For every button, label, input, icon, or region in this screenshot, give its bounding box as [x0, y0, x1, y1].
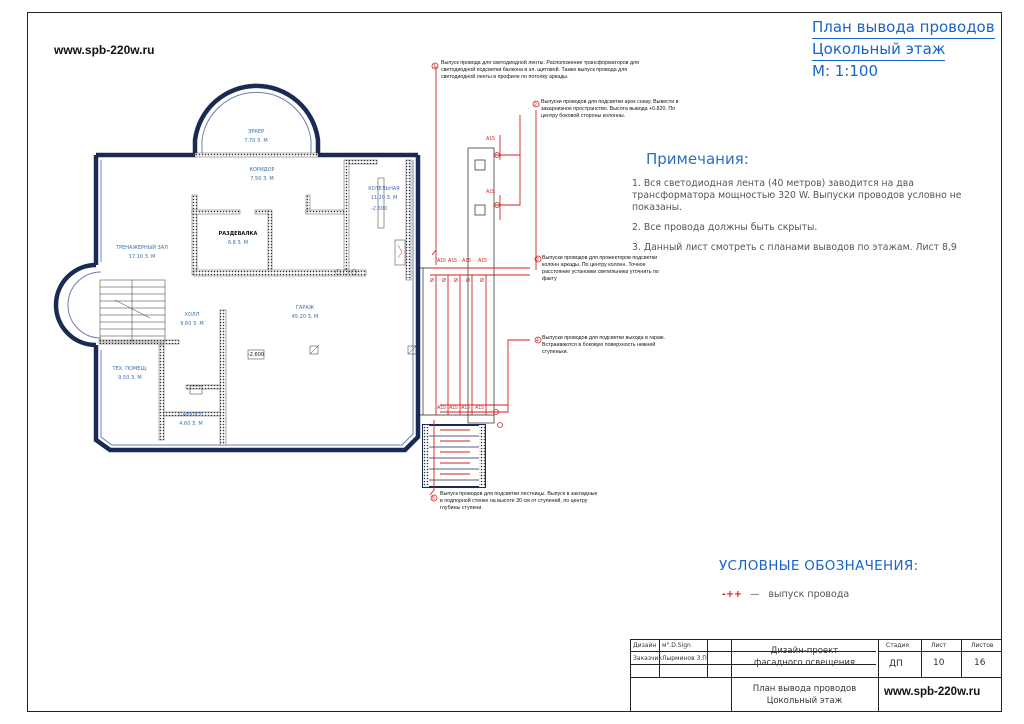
title-stamp [630, 639, 1002, 712]
legend-title: УСЛОВНЫЕ ОБОЗНАЧЕНИЯ: [719, 558, 919, 574]
svg-text:А15: А15 [462, 258, 471, 264]
svg-text:А15: А15 [437, 258, 446, 264]
stamp-sheet-title1: План вывода проводов [752, 684, 857, 694]
svg-text:3: 3 [536, 257, 539, 263]
room-area: 9.50 З. М [118, 375, 142, 381]
site-url: www.spb-220w.ru [54, 43, 155, 57]
stamp-col-sheets: Листов [971, 642, 994, 649]
outer-walls [96, 155, 418, 450]
stamp-role-design: Дизайн [633, 642, 657, 649]
sheet-title: План вывода проводов [812, 17, 995, 39]
staircase [100, 280, 165, 342]
wire-outlet-symbol-icon: -++ [722, 589, 742, 600]
stamp-col-sheet: Лист [931, 642, 947, 649]
note-item: 2. Все провода должны быть скрыты. [632, 222, 818, 233]
stamp-designer: м".D.Sign [662, 642, 691, 649]
room-area: 7.50 З. М [250, 176, 274, 182]
room-name: КОРИДОР [249, 167, 275, 173]
room-labels [111, 129, 399, 427]
legend-label: выпуск провода [768, 589, 850, 600]
annotation-4: Выпуски проводов для подсветки выхода в гараж. Встраиваются в боковую поверхность нижней ступеньки. [542, 335, 666, 355]
sheet-scale: М: 1:100 [812, 62, 878, 80]
bay-window-arch [195, 86, 318, 155]
room-name: ХОЛЛ [184, 312, 200, 318]
stamp-stage: ДП [889, 659, 903, 669]
stamp-url: www.spb-220w.ru [884, 686, 981, 698]
stamp-sheet-title2: Цокольный этаж [766, 696, 843, 706]
note-item: 1. Вся светодиодная лента (40 метров) заводится на два трансформатора мощностью 320 W. Выпуски проводов условно не показаны. [632, 178, 962, 213]
annotation-1: Выпуск провода для светодиодной ленты. Расположение трансформаторов для светодиодной подсветки балкона в эл. щитовой. Также выпуск провода для светодиодной ленты в профиле по потолку аркады. [441, 60, 640, 80]
svg-text:Ø: Ø [430, 278, 434, 284]
svg-text:Ø: Ø [442, 278, 446, 284]
svg-text:Ø: Ø [466, 278, 470, 284]
arcade-structure [418, 148, 494, 423]
stamp-role-client: Заказчик [633, 655, 663, 662]
svg-text:5: 5 [432, 496, 435, 502]
room-name: РАЗДЕВАЛКА [218, 231, 258, 237]
svg-text:2: 2 [534, 102, 537, 108]
svg-text:А15: А15 [437, 405, 446, 411]
svg-text:А15: А15 [478, 258, 487, 264]
room-area: 17.10 З. М [128, 254, 156, 260]
room-name: ГАРАЖ [295, 305, 315, 311]
sheet-subtitle: Цокольный этаж [812, 39, 945, 61]
interior-walls [99, 153, 411, 445]
room-name: ЭРКЕР [247, 129, 265, 135]
svg-text:А15: А15 [461, 405, 470, 411]
svg-text:Ø: Ø [480, 278, 484, 284]
annotations [440, 60, 681, 517]
svg-text:Ø: Ø [454, 278, 458, 284]
stair-arch [56, 265, 96, 345]
notes-heading: Примечания: [646, 150, 749, 168]
note-item: 3. Данный лист смотреть с планами выводов по этажам. Лист 8,9 [632, 242, 957, 253]
svg-text:А15: А15 [449, 405, 458, 411]
stamp-project-line1: Дизайн-проект [770, 646, 839, 656]
svg-text:-2.600: -2.600 [247, 352, 265, 358]
room-area: 6.8 З. М [227, 240, 249, 246]
room-area: 45.20 З. М [291, 314, 319, 320]
svg-text:А15: А15 [475, 405, 484, 411]
front-steps [423, 425, 485, 487]
annotation-3: Выпуски проводов для прожекторов подсветки колонн аркады. По центру колонн. Точное расстояние установки светильника уточнить по факту [542, 255, 659, 282]
svg-text:А15: А15 [448, 258, 457, 264]
room-name: ТЕХ. ПОМЕЩ. [112, 366, 148, 372]
annotation-2: Выпуски проводов для подсветки арок снизу. Вывести в закарнизное пространство. Высота вывода +0.820. По центру боковой стороны колонны. [541, 99, 679, 119]
svg-text:4: 4 [536, 338, 539, 344]
room-area: 11.20 З. М [370, 195, 398, 201]
stamp-col-stage: Стадия [886, 642, 910, 649]
room-area: 9.60 З. М [180, 321, 204, 327]
room-name: КОТЕЛЬНАЯ [368, 186, 400, 192]
legend-dash: — [749, 589, 760, 600]
svg-text:1: 1 [433, 64, 436, 70]
room-name: ТРЕНАЖЕРНЫЙ ЗАЛ [116, 245, 168, 251]
room-name: САНУЗЕЛ [179, 412, 203, 418]
annotation-5: Выпуск проводов для подсветки лестницы. Выпуск в закладные в подпорной стенке на высоте 30 см от ступеней, по центру глубины ступени. [440, 491, 598, 511]
svg-text:А15: А15 [486, 189, 495, 195]
svg-text:-2.600: -2.600 [370, 206, 388, 212]
stamp-client: Лырминов З.П. [662, 655, 709, 662]
room-area: 7.70 З. М [244, 138, 268, 144]
svg-text:А15: А15 [486, 136, 495, 142]
stamp-sheets: 16 [974, 658, 986, 668]
room-area: 4.60 З. М [179, 421, 203, 427]
stamp-project-line2: фасадного освещения [754, 658, 855, 668]
stamp-sheet: 10 [933, 658, 945, 668]
